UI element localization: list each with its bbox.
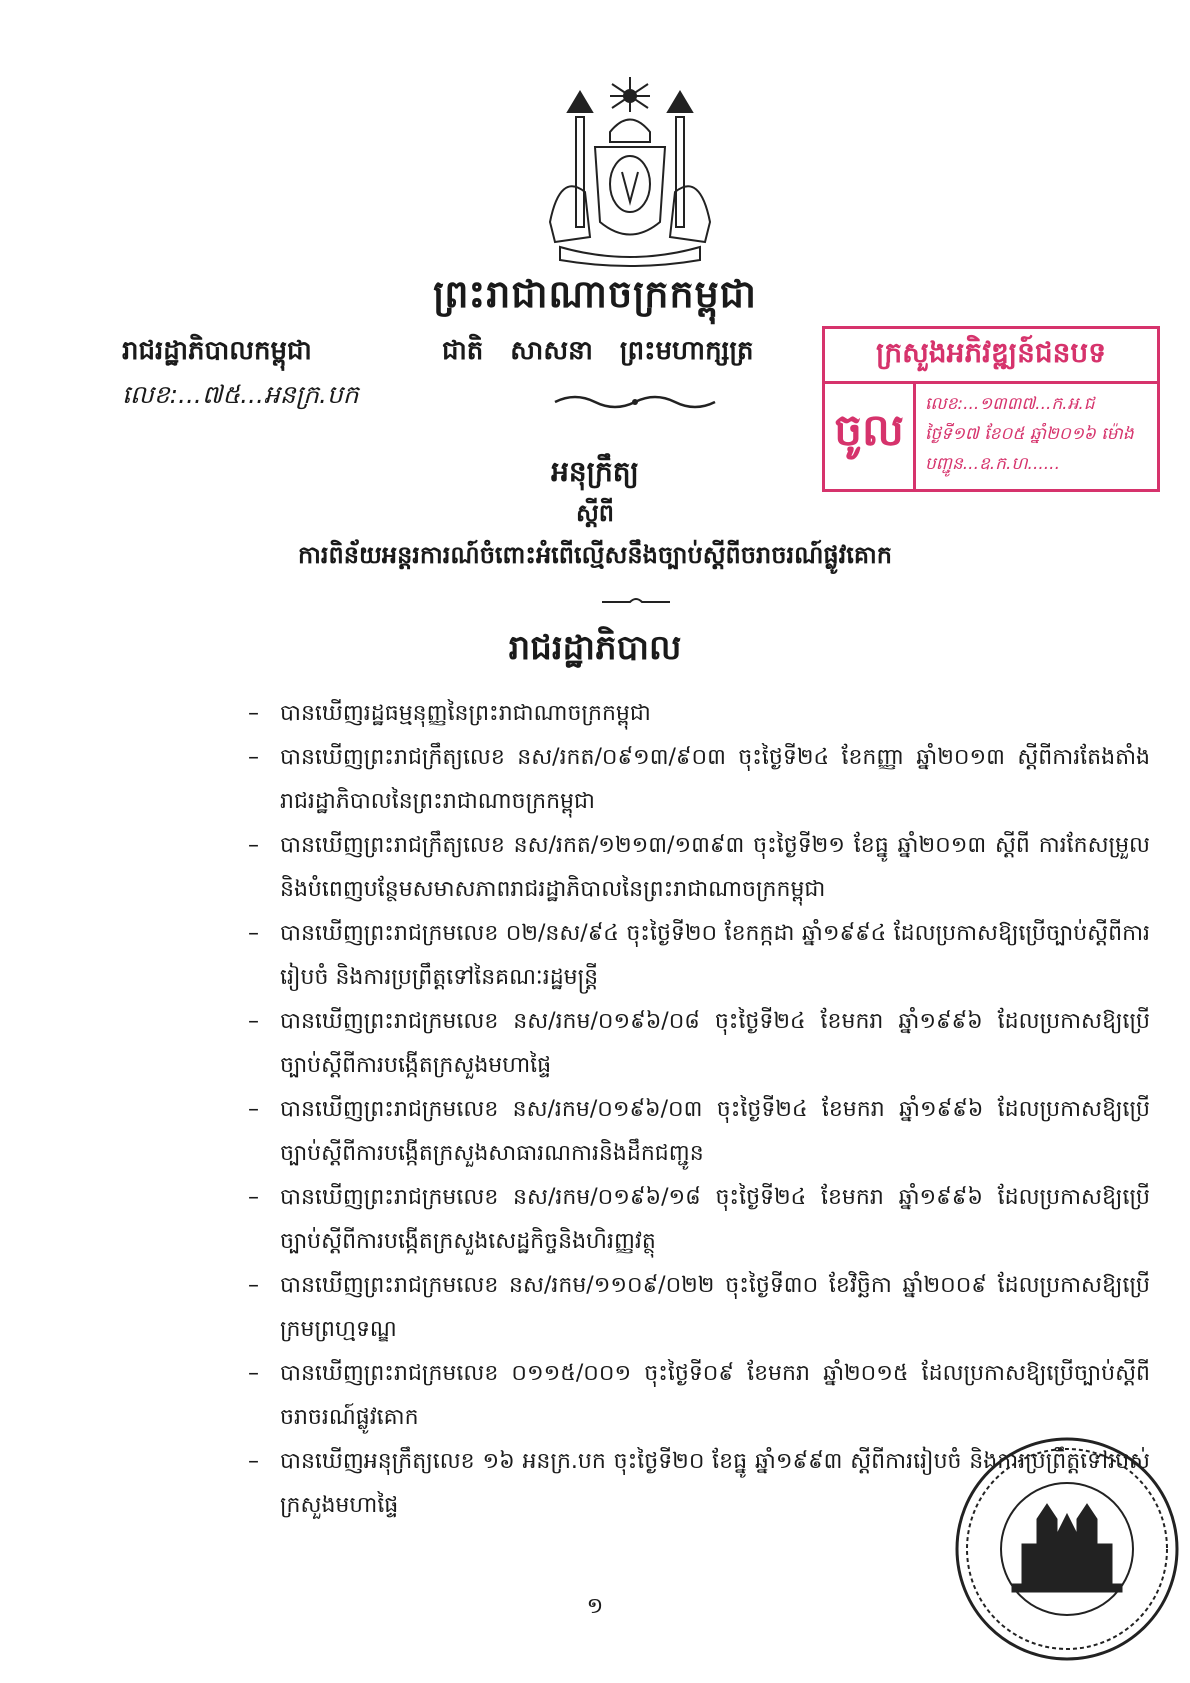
list-item: [248, 1088, 1150, 1176]
list-item: [248, 912, 1150, 1000]
clause-text: បានឃើញព្រះរាជក្រឹត្យលេខ នស/រកត/០៩១៣/៩០៣ ចុះថ្ងៃទី២៤ ខែកញ្ញា ឆ្នាំ២០១៣ ស្តីពីការតែងតាំងរាជរដ្ឋាភិបាលនៃព្រះរាជាណាចក្រកម្ពុជា: [280, 745, 1150, 814]
dash-marker: –: [248, 1097, 259, 1122]
list-item: [248, 736, 1150, 824]
dash-marker: –: [248, 701, 259, 726]
kingdom-title: ព្រះរាជាណាចក្រកម្ពុជា: [433, 272, 757, 316]
stamp-ministry-name: ក្រសួងអភិវឌ្ឍន៍ជនបទ: [825, 329, 1157, 384]
document-reference-number: លេខ:...៧៥...អនក្រ.បក: [122, 380, 359, 409]
list-item: [248, 1176, 1150, 1264]
title-about: ស្តីពី: [575, 499, 615, 527]
clause-text: បានឃើញអនុក្រឹត្យលេខ ១៦ អនក្រ.បក ចុះថ្ងៃទី២០ ខែធ្នូ ឆ្នាំ១៩៩៣ ស្តីពីការរៀបចំ និងការប្រព្រឹត្តទៅរបស់ក្រសួងមហាផ្ទៃ: [280, 1449, 1150, 1518]
stamp-date-line: ថ្ងៃទី១៧ ខែ០៥ ឆ្នាំ២០១៦ ម៉ោង: [925, 424, 1134, 444]
dash-marker: –: [248, 1361, 259, 1386]
preamble-clauses: [248, 692, 1150, 1528]
clause-text: បានឃើញព្រះរាជក្រឹត្យលេខ នស/រកត/១២១៣/១៣៩៣ ចុះថ្ងៃទី២១ ខែធ្នូ ឆ្នាំ២០១៣ ស្តីពី ការកែសម្រួល និងបំពេញបន្ថែមសមាសភាពរាជរដ្ឋាភិបាលនៃព្រះរាជាណាចក្រកម្ពុជា: [280, 833, 1150, 902]
section-heading: រាជរដ្ឋាភិបាល: [508, 628, 682, 668]
dash-marker: –: [248, 833, 259, 858]
royal-emblem-icon: [540, 72, 720, 272]
page-number: ១: [586, 1594, 604, 1619]
national-motto: ជាតិ សាសនា ព្រះមហាក្សត្រ: [442, 336, 754, 366]
ornament-divider-icon: [550, 392, 720, 412]
list-item: [248, 824, 1150, 912]
dash-marker: –: [248, 1449, 259, 1474]
dash-marker: –: [248, 1009, 259, 1034]
document-type-title: អនុក្រឹត្យ: [551, 455, 639, 488]
stamp-number-line: លេខ:...១៣៣៧...ក.អ.ជ: [925, 394, 1095, 414]
clause-text: បានឃើញព្រះរាជក្រមលេខ នស/រកម/០១៩៦/០៨ ចុះថ្ងៃទី២៤ ខែមករា ឆ្នាំ១៩៩៦ ដែលប្រកាសឱ្យប្រើច្បាប់ស្តីពីការបង្កើតក្រសួងមហាផ្ទៃ: [280, 1009, 1150, 1078]
stamp-received-label: ចូល: [825, 381, 916, 489]
document-subject: ការពិន័យអន្តរការណ៍ចំពោះអំពើល្មើសនឹងច្បាប់ស្តីពីចរាចរណ៍ផ្លូវគោក: [298, 541, 892, 569]
clause-text: បានឃើញរដ្ឋធម្មនុញ្ញនៃព្រះរាជាណាចក្រកម្ពុជា: [280, 701, 651, 726]
divider-icon: [600, 596, 672, 608]
clause-text: បានឃើញព្រះរាជក្រមលេខ នស/រកម/១១០៩/០២២ ចុះថ្ងៃទី៣០ ខែវិច្ឆិកា ឆ្នាំ២០០៩ ដែលប្រកាសឱ្យប្រើក្រមព្រហ្មទណ្ឌ: [280, 1273, 1150, 1342]
dash-marker: –: [248, 1185, 259, 1210]
list-item: [248, 1264, 1150, 1352]
list-item: [248, 1000, 1150, 1088]
clause-text: បានឃើញព្រះរាជក្រមលេខ នស/រកម/០១៩៦/១៨ ចុះថ្ងៃទី២៤ ខែមករា ឆ្នាំ១៩៩៦ ដែលប្រកាសឱ្យប្រើច្បាប់ស្តីពីការបង្កើតក្រសួងសេដ្ឋកិច្ចនិងហិរញ្ញវត្ថុ: [280, 1185, 1150, 1254]
clause-text: បានឃើញព្រះរាជក្រមលេខ នស/រកម/០១៩៦/០៣ ចុះថ្ងៃទី២៤ ខែមករា ឆ្នាំ១៩៩៦ ដែលប្រកាសឱ្យប្រើច្បាប់ស្តីពីការបង្កើតក្រសួងសាធារណការនិងដឹកជញ្ជូន: [280, 1097, 1150, 1166]
official-seal-icon: [952, 1434, 1182, 1664]
government-name: រាជរដ្ឋាភិបាលកម្ពុជា: [122, 336, 312, 366]
list-item: [248, 1352, 1150, 1440]
dash-marker: –: [248, 921, 259, 946]
dash-marker: –: [248, 745, 259, 770]
clause-text: បានឃើញព្រះរាជក្រមលេខ ០១១៥/០០១ ចុះថ្ងៃទី០៩ ខែមករា ឆ្នាំ២០១៥ ដែលប្រកាសឱ្យប្រើច្បាប់ស្តីពីចរាចរណ៍ផ្លូវគោក: [280, 1361, 1150, 1430]
dash-marker: –: [248, 1273, 259, 1298]
list-item: [248, 692, 1150, 736]
stamp-receiver-line: បញ្ជូន...ឧ.ក.ហ......: [925, 454, 1060, 474]
clause-text: បានឃើញព្រះរាជក្រមលេខ ០២/នស/៩៤ ចុះថ្ងៃទី២០ ខែកក្កដា ឆ្នាំ១៩៩៤ ដែលប្រកាសឱ្យប្រើច្បាប់ស្តីពីការរៀបចំ និងការប្រព្រឹត្តទៅនៃគណៈរដ្ឋមន្ត្រី: [280, 921, 1150, 990]
